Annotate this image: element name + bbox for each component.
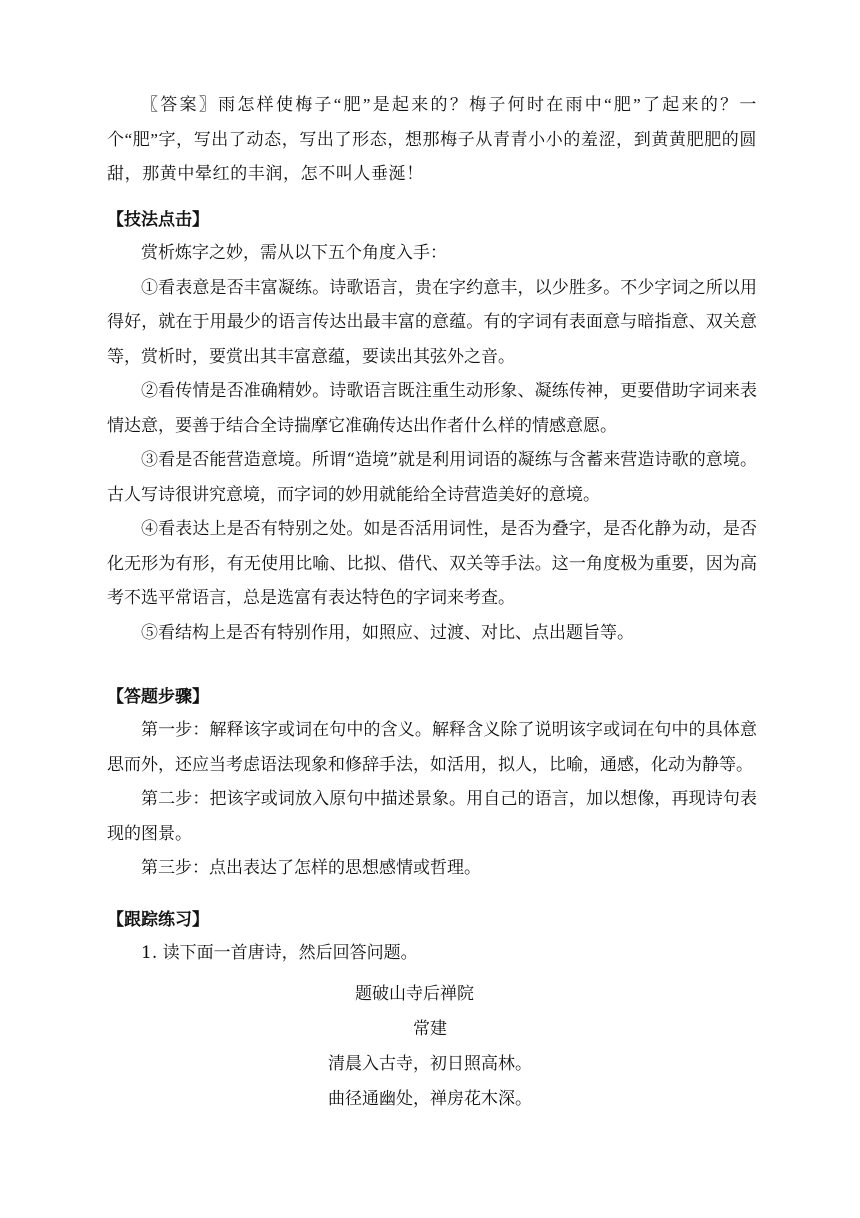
technique-intro: 赏析炼字之妙，需从以下五个角度入手： [141, 243, 447, 263]
technique-point-4: ④看表达上是否有特别之处。如是否活用词性，是否为叠字，是否化静为动，是否化无形为有形，有无使用比喻、比拟、借代、双关等手法。这一角度极为重要，因为高考不选平常语言，总是选富有表达特色的字词来考查。 [107, 519, 757, 608]
poem-author: 常建 [413, 1019, 447, 1039]
technique-block [107, 236, 757, 650]
steps-block [107, 713, 757, 886]
technique-point-2: ②看传情是否准确精妙。诗歌语言既注重生动形象、凝练传神，更要借助字词来表情达意，要善于结合全诗揣摩它准确传达出作者什么样的情感意愿。 [107, 381, 757, 436]
step-2: 第二步：把该字或词放入原句中描述景象。用自己的语言，加以想像，再现诗句表现的图景。 [107, 789, 757, 844]
poem-line-2: 曲径通幽处，禅房花木深。 [328, 1089, 532, 1109]
step-3: 第三步：点出表达了怎样的思想感情或哲理。 [141, 858, 481, 878]
poem-line-1: 清晨入古寺，初日照高林。 [328, 1054, 532, 1074]
technique-point-3: ③看是否能营造意境。所谓“造境”就是利用词语的凝练与含蓄来营造诗歌的意境。古人写诗很讲究意境，而字词的妙用就能给全诗营造美好的意境。 [107, 450, 757, 505]
answer-paragraph: 〖答案〗雨怎样使梅子“肥”是起来的？梅子何时在雨中“肥”了起来的？一个“肥”字，写出了动态，写出了形态，想那梅子从青青小小的羞涩，到黄黄肥肥的圆甜，那黄中晕红的丰润，怎不叫人垂涎！ [107, 95, 757, 183]
practice-block [107, 936, 757, 971]
practice-heading: 【跟踪练习】 [107, 910, 209, 930]
technique-heading: 【技法点击】 [107, 210, 209, 230]
poem-title: 题破山寺后禅院 [355, 984, 474, 1004]
step-1: 第一步：解释该字或词在句中的含义。解释含义除了说明该字或词在句中的具体意思而外，还应当考虑语法现象和修辞手法，如活用，拟人，比喻，通感，化动为静等。 [107, 720, 757, 775]
technique-point-1: ①看表意是否丰富凝练。诗歌语言，贵在字约意丰，以少胜多。不少字词之所以用得好，就在于用最少的语言传达出最丰富的意蕴。有的字词有表面意与暗指意、双关意等，赏析时，要赏出其丰富意蕴，要读出其弦外之音。 [107, 277, 757, 367]
answer-block [107, 88, 757, 192]
practice-question: 1. 读下面一首唐诗，然后回答问题。 [141, 943, 418, 963]
technique-point-5: ⑤看结构上是否有特别作用，如照应、过渡、对比、点出题旨等。 [141, 622, 634, 643]
steps-heading: 【答题步骤】 [107, 687, 209, 707]
